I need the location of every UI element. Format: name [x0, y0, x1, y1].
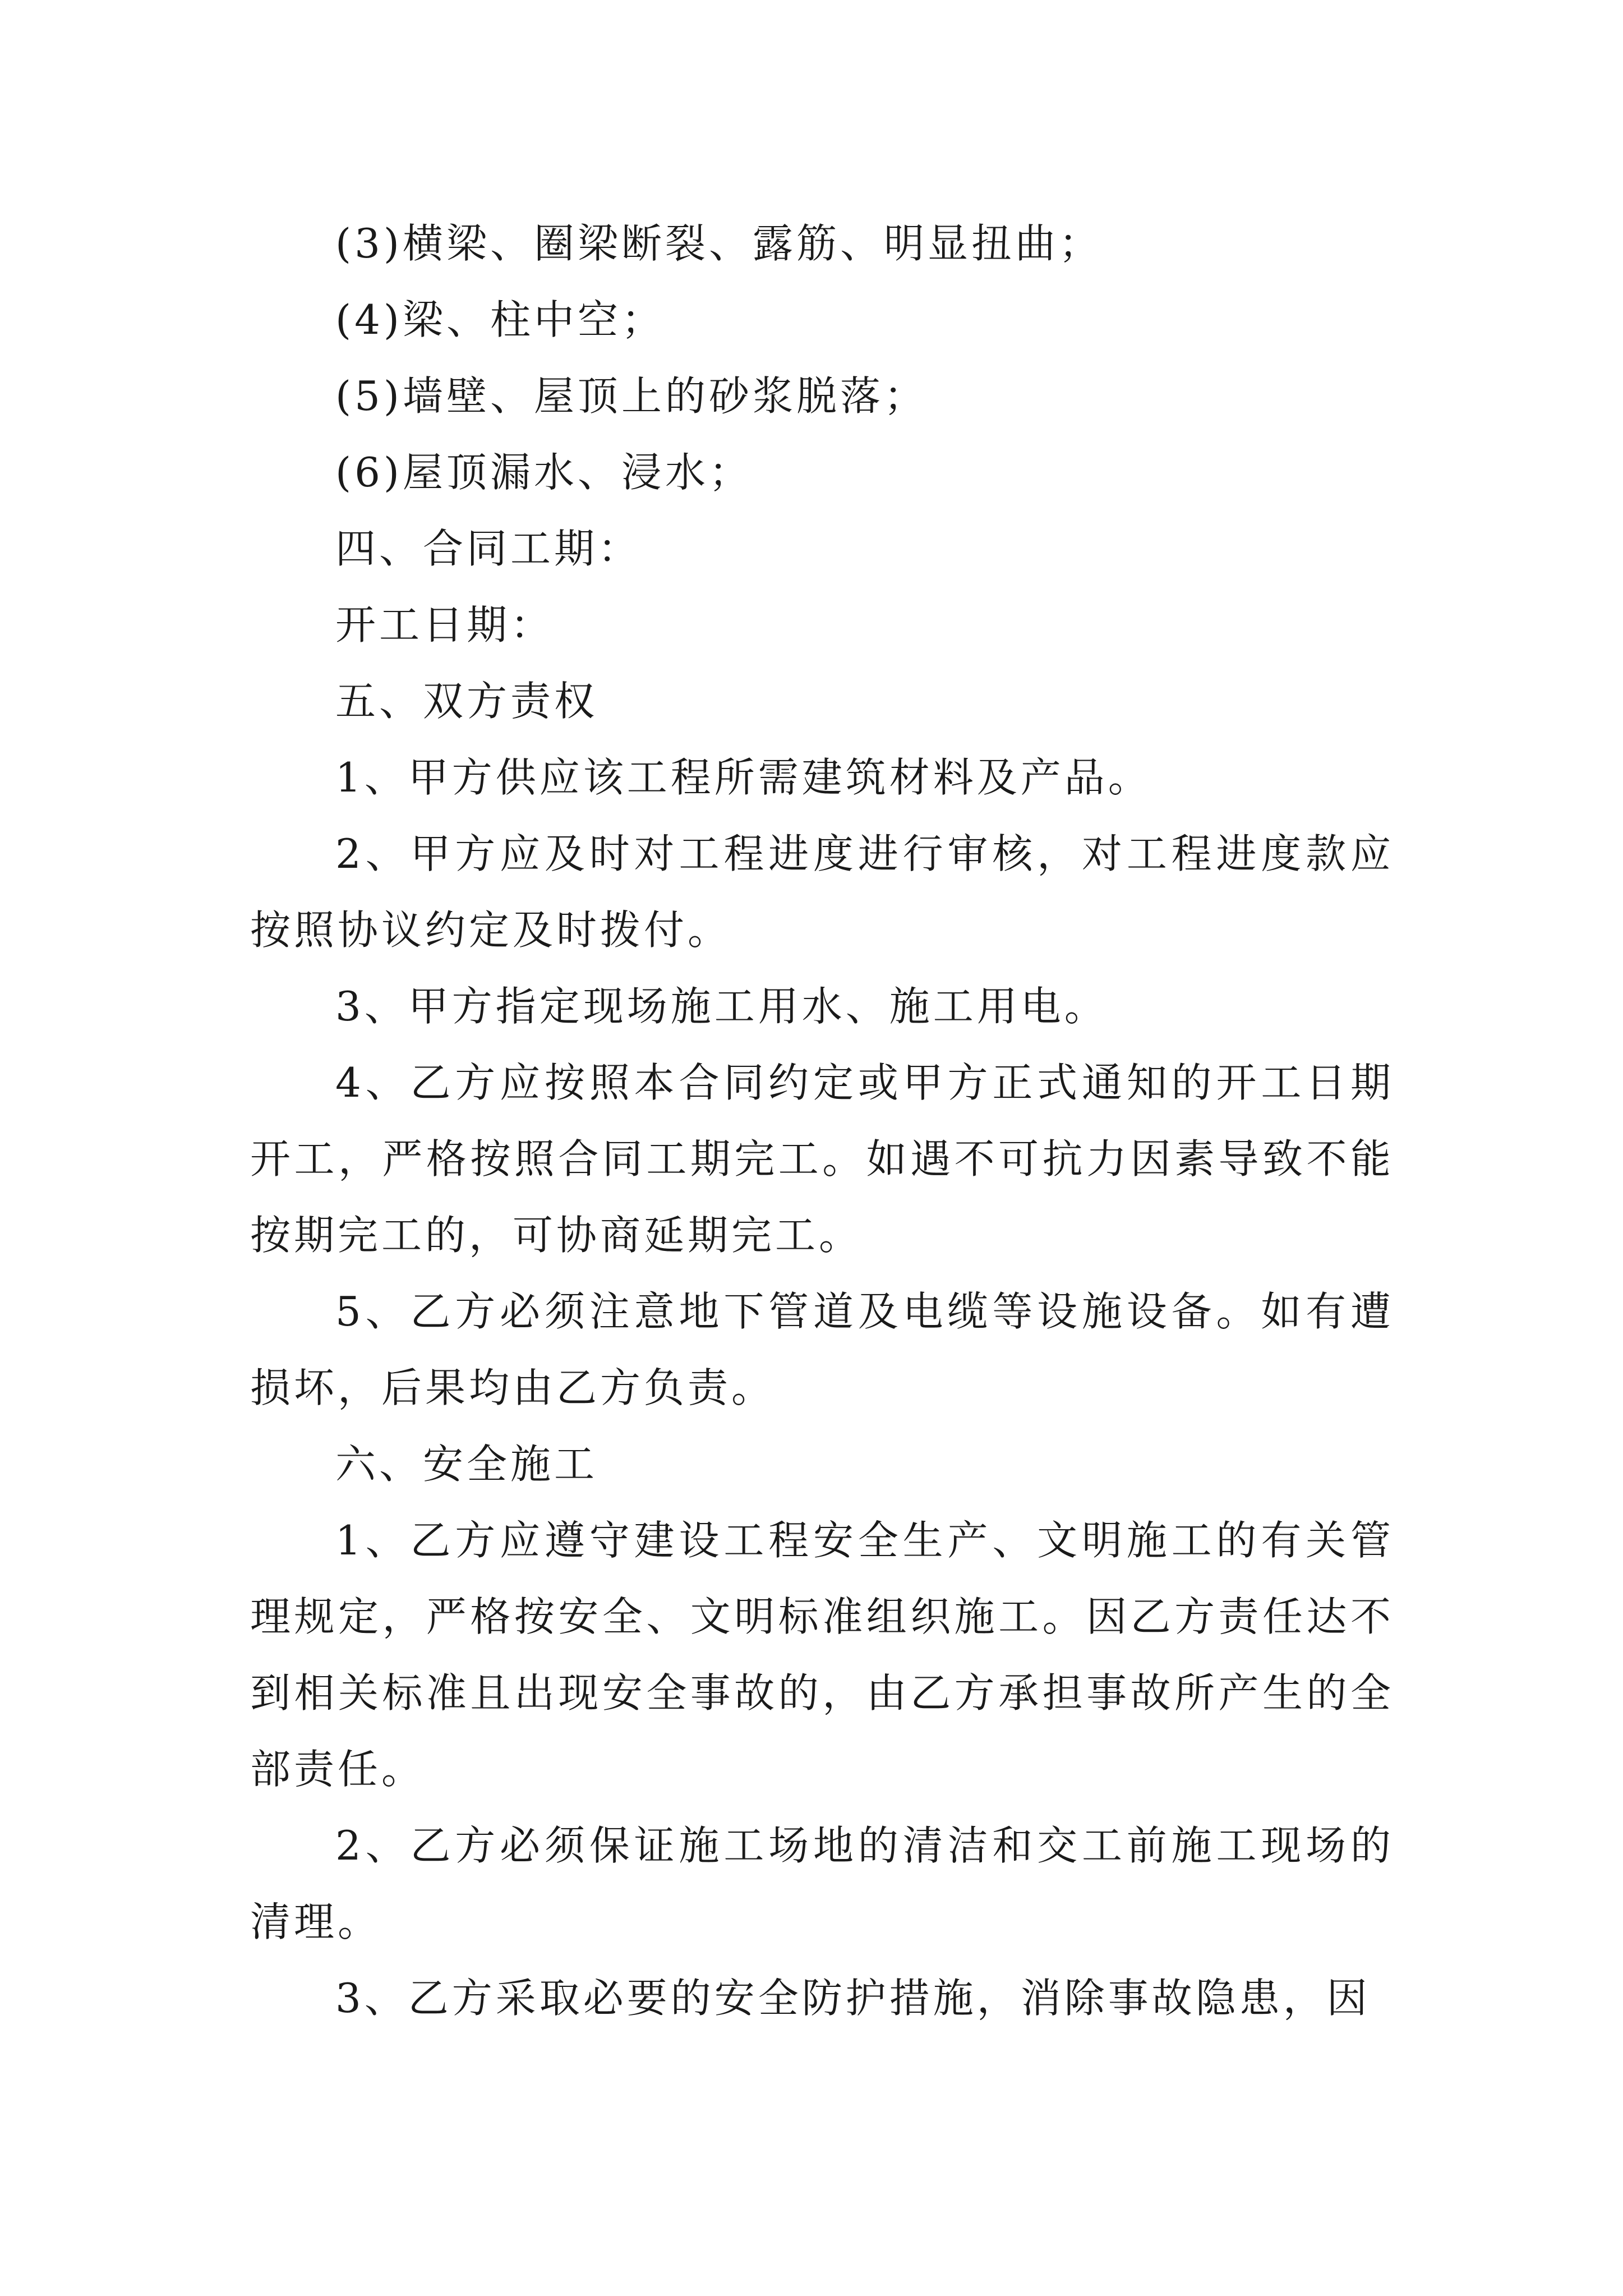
paragraph-duty-4: 4、乙方应按照本合同约定或甲方正式通知的开工日期开工，严格按照合同工期完工。如遇不可抗力因素导致不能按期完工的，可协商延期完工。	[250, 1059, 1394, 1259]
document-body	[250, 205, 1394, 2036]
paragraph-safety-3: 3、乙方采取必要的安全防护措施，消除事故隐患，因	[335, 1975, 1371, 2022]
paragraph-damage-item-4: (4)梁、柱中空；	[335, 296, 665, 343]
paragraph-duty-2: 2、甲方应及时对工程进度进行审核，对工程进度款应按照协议约定及时拨付。	[250, 830, 1394, 954]
paragraph-duty-3: 3、甲方指定现场施工用水、施工用电。	[335, 983, 1108, 1030]
paragraph-duty-5: 5、乙方必须注意地下管道及电缆等设施设备。如有遭损坏，后果均由乙方负责。	[250, 1288, 1394, 1411]
paragraph-duty-1: 1、甲方供应该工程所需建筑材料及产品。	[335, 754, 1152, 801]
section-heading-safety: 六、安全施工	[335, 1441, 598, 1488]
paragraph-damage-item-5: (5)墙壁、屋顶上的砂浆脱落；	[335, 372, 928, 420]
paragraph-safety-2: 2、乙方必须保证施工场地的清洁和交工前施工现场的清理。	[250, 1822, 1394, 1945]
section-heading-contract-period: 四、合同工期：	[335, 525, 642, 572]
paragraph-damage-item-6: (6)屋顶漏水、浸水；	[335, 449, 753, 496]
section-heading-rights-duties: 五、双方责权	[335, 678, 598, 725]
paragraph-start-date: 开工日期：	[335, 601, 555, 648]
paragraph-damage-item-3: (3)横梁、圈梁断裂、露筋、明显扭曲；	[335, 220, 1103, 267]
paragraph-safety-1: 1、乙方应遵守建设工程安全生产、文明施工的有关管理规定，严格按安全、文明标准组织施工。因乙方责任达不到相关标准且出现安全事故的，由乙方承担事故所产生的全部责任。	[250, 1517, 1394, 1793]
